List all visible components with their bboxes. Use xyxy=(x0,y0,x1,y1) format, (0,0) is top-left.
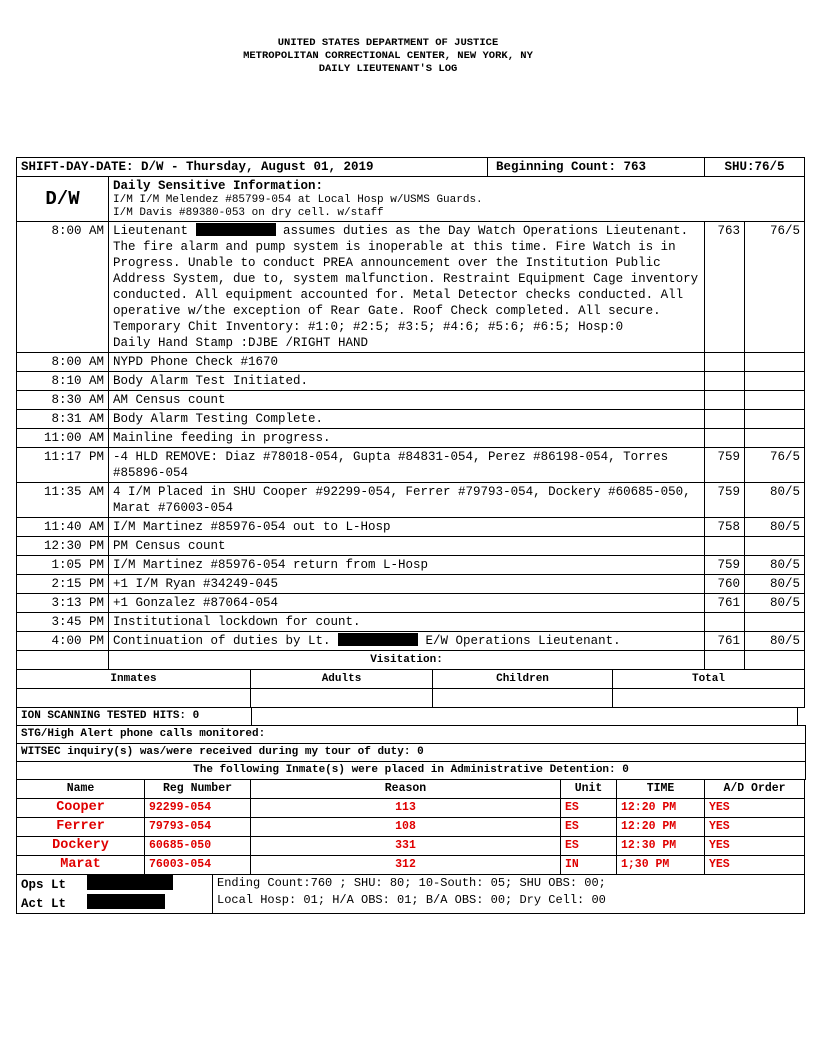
ad-name: Ferrer xyxy=(17,818,145,837)
ad-unit: ES xyxy=(561,837,617,856)
ad-row xyxy=(17,837,805,856)
entry-shu: 80/5 xyxy=(745,594,805,613)
entry-time: 8:30 AM xyxy=(17,391,109,410)
entry-shu xyxy=(745,429,805,448)
entry-shu xyxy=(745,410,805,429)
ad-reason: 108 xyxy=(251,818,561,837)
log-entry xyxy=(17,448,805,483)
entry-shu: 80/5 xyxy=(745,483,805,518)
entry-text: Mainline feeding in progress. xyxy=(109,429,705,448)
stg-line: STG/High Alert phone calls monitored: xyxy=(16,725,806,744)
log-entry xyxy=(17,537,805,556)
log-entry xyxy=(17,594,805,613)
redaction-block xyxy=(87,894,165,909)
sensitive-title: Daily Sensitive Information: xyxy=(113,179,324,193)
entry-count: 759 xyxy=(705,556,745,575)
visitation-title: Visitation: xyxy=(109,651,705,670)
redaction-block xyxy=(338,633,418,646)
entry-text: PM Census count xyxy=(109,537,705,556)
log-entry xyxy=(17,556,805,575)
ad-reg: 79793-054 xyxy=(145,818,251,837)
sensitive-row xyxy=(17,177,805,222)
ad-col-name: Name xyxy=(17,780,145,799)
shift-day-date: SHIFT-DAY-DATE: D/W - Thursday, August 01, 2019 xyxy=(17,158,488,176)
ad-reason: 331 xyxy=(251,837,561,856)
entry-time: 3:13 PM xyxy=(17,594,109,613)
log-entry xyxy=(17,391,805,410)
sensitive-line: I/M I/M Melendez #85799-054 at Local Hosp w/USMS Guards. xyxy=(113,194,483,206)
entry-text: Lieutenant assumes duties as the Day Watch Operations Lieutenant. The fire alarm and pump system is inoperable at this time. Fire Watch is in Progress. Unable to conduct PREA announcement over the Institution Public Address System, due to, system malfunction. Restraint Equipment Cage inventory conducted. All equipment accounted for. Metal Detector checks conducted. All operative w/the exception of Rear Gate. Roof Check completed. All secure. Temporary Chit Inventory: #1:0; #2:5; #3:5; #4:6; #5:6; #6:5; Hosp:0 Daily Hand Stamp :DJBE /RIGHT HAND xyxy=(109,222,705,353)
log-entry xyxy=(17,353,805,372)
entry-time: 8:10 AM xyxy=(17,372,109,391)
ad-unit: IN xyxy=(561,856,617,875)
shift-code: D/W xyxy=(17,177,109,222)
entry-count xyxy=(705,410,745,429)
ad-time: 12:30 PM xyxy=(617,837,705,856)
entry-shu: 80/5 xyxy=(745,556,805,575)
entry-text: 4 I/M Placed in SHU Cooper #92299-054, Ferrer #79793-054, Dockery #60685-050, Marat #76003-054 xyxy=(109,483,705,518)
footer-summary: Ending Count:760 ; SHU: 80; 10-South: 05; SHU OBS: 00; Local Hosp: 01; H/A OBS: 01; B/A OBS: 00; Dry Cell: 00 xyxy=(213,875,805,914)
entry-count xyxy=(705,353,745,372)
entry-time: 3:45 PM xyxy=(17,613,109,632)
ad-reg: 60685-050 xyxy=(145,837,251,856)
ad-unit: ES xyxy=(561,799,617,818)
entry-count: 759 xyxy=(705,448,745,483)
entry-shu xyxy=(745,391,805,410)
log-sheet xyxy=(16,157,804,914)
log-entry xyxy=(17,410,805,429)
entry-text: AM Census count xyxy=(109,391,705,410)
ad-row xyxy=(17,818,805,837)
redaction-block xyxy=(87,875,173,890)
ad-time: 12:20 PM xyxy=(617,818,705,837)
ad-col-reg: Reg Number xyxy=(145,780,251,799)
ad-time: 12:20 PM xyxy=(617,799,705,818)
entry-text: Institutional lockdown for count. xyxy=(109,613,705,632)
visitation-col-total: Total xyxy=(613,670,805,689)
entry-count: 761 xyxy=(705,594,745,613)
ad-col-time: TIME xyxy=(617,780,705,799)
log-entry xyxy=(17,372,805,391)
entry-count xyxy=(705,429,745,448)
header-agency: UNITED STATES DEPARTMENT OF JUSTICE xyxy=(277,37,499,49)
entry-text: +1 I/M Ryan #34249-045 xyxy=(109,575,705,594)
footer-table xyxy=(16,874,805,914)
entry-count: 761 xyxy=(705,632,745,651)
ad-header-row xyxy=(17,780,805,799)
ad-col-reason: Reason xyxy=(251,780,561,799)
beginning-count: Beginning Count: 763 xyxy=(496,160,647,174)
ad-row xyxy=(17,799,805,818)
entry-shu xyxy=(745,613,805,632)
ad-order: YES xyxy=(705,818,805,837)
ad-time: 1;30 PM xyxy=(617,856,705,875)
ad-reason: 312 xyxy=(251,856,561,875)
shift-row xyxy=(17,158,805,177)
entry-count xyxy=(705,613,745,632)
ad-order: YES xyxy=(705,799,805,818)
entry-count: 760 xyxy=(705,575,745,594)
ad-name: Cooper xyxy=(17,799,145,818)
log-entry xyxy=(17,429,805,448)
log-table xyxy=(16,157,805,670)
entry-shu: 80/5 xyxy=(745,632,805,651)
ops-lt-label: Ops Lt xyxy=(21,878,67,892)
entry-time: 4:00 PM xyxy=(17,632,109,651)
entry-shu: 80/5 xyxy=(745,518,805,537)
sensitive-line: I/M Davis #89380-053 on dry cell. w/staff xyxy=(113,207,384,219)
entry-time: 2:15 PM xyxy=(17,575,109,594)
ad-unit: ES xyxy=(561,818,617,837)
entry-text: Body Alarm Testing Complete. xyxy=(109,410,705,429)
visitation-col-adults: Adults xyxy=(251,670,433,689)
shu-header: SHU:76/5 xyxy=(705,158,805,177)
visitation-table xyxy=(16,669,805,708)
entry-time: 8:00 AM xyxy=(17,222,109,353)
log-entry xyxy=(17,483,805,518)
ad-title: The following Inmate(s) were placed in Administrative Detention: 0 xyxy=(16,761,806,780)
entry-time: 1:05 PM xyxy=(17,556,109,575)
ad-order: YES xyxy=(705,856,805,875)
entry-time: 8:00 AM xyxy=(17,353,109,372)
entry-count: 763 xyxy=(705,222,745,353)
entry-shu xyxy=(745,372,805,391)
entry-count xyxy=(705,391,745,410)
entry-text: I/M Martinez #85976-054 return from L-Hosp xyxy=(109,556,705,575)
redaction-block xyxy=(196,223,276,236)
ad-table xyxy=(16,779,805,875)
log-entry xyxy=(17,575,805,594)
header-facility: METROPOLITAN CORRECTIONAL CENTER, NEW YORK, NY xyxy=(243,50,533,62)
ad-row xyxy=(17,856,805,875)
log-entry xyxy=(17,613,805,632)
entry-time: 11:00 AM xyxy=(17,429,109,448)
entry-count xyxy=(705,537,745,556)
act-lt-label: Act Lt xyxy=(21,897,67,911)
ion-scanning-line: ION SCANNING TESTED HITS: 0 xyxy=(16,707,798,726)
visitation-title-row xyxy=(17,651,805,670)
header-log-title: DAILY LIEUTENANT'S LOG xyxy=(318,63,458,75)
ad-col-unit: Unit xyxy=(561,780,617,799)
entry-text: Body Alarm Test Initiated. xyxy=(109,372,705,391)
log-entry xyxy=(17,632,805,651)
entry-count xyxy=(705,372,745,391)
visitation-col-inmates: Inmates xyxy=(17,670,251,689)
entry-shu: 76/5 xyxy=(745,222,805,353)
entry-text: Continuation of duties by Lt. E/W Operations Lieutenant. xyxy=(109,632,705,651)
ad-col-order: A/D Order xyxy=(705,780,805,799)
ad-name: Marat xyxy=(17,856,145,875)
log-entry xyxy=(17,222,805,353)
entry-time: 11:17 PM xyxy=(17,448,109,483)
entry-text: -4 HLD REMOVE: Diaz #78018-054, Gupta #84831-054, Perez #86198-054, Torres #85896-054 xyxy=(109,448,705,483)
witsec-line: WITSEC inquiry(s) was/were received during my tour of duty: 0 xyxy=(16,743,806,762)
entry-shu: 76/5 xyxy=(745,448,805,483)
log-entry xyxy=(17,518,805,537)
entry-count: 758 xyxy=(705,518,745,537)
ad-reg: 76003-054 xyxy=(145,856,251,875)
visitation-col-children: Children xyxy=(433,670,613,689)
document-header xyxy=(0,37,776,76)
entry-text: I/M Martinez #85976-054 out to L-Hosp xyxy=(109,518,705,537)
entry-text: +1 Gonzalez #87064-054 xyxy=(109,594,705,613)
footer-signatures xyxy=(17,875,213,914)
ad-order: YES xyxy=(705,837,805,856)
entry-count: 759 xyxy=(705,483,745,518)
entry-text: NYPD Phone Check #1670 xyxy=(109,353,705,372)
entry-shu: 80/5 xyxy=(745,575,805,594)
entry-time: 8:31 AM xyxy=(17,410,109,429)
entry-shu xyxy=(745,353,805,372)
ad-reg: 92299-054 xyxy=(145,799,251,818)
entry-shu xyxy=(745,537,805,556)
entry-time: 11:35 AM xyxy=(17,483,109,518)
ad-name: Dockery xyxy=(17,837,145,856)
ad-reason: 113 xyxy=(251,799,561,818)
entry-time: 12:30 PM xyxy=(17,537,109,556)
entry-time: 11:40 AM xyxy=(17,518,109,537)
